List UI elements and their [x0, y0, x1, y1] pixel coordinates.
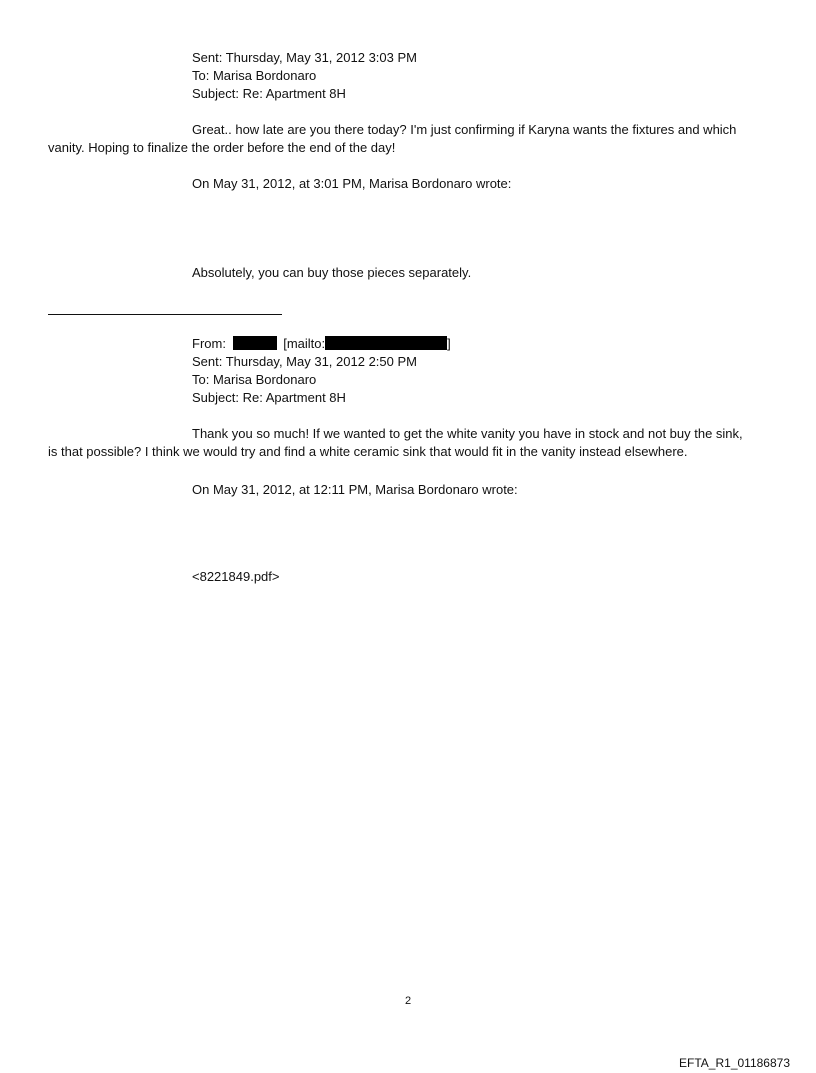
- email-from-line: [192, 335, 451, 353]
- email-body-line: is that possible? I think we would try and find a white ceramic sink that would fit in the vanity instead elsewhere.: [48, 444, 688, 459]
- separator-rule: [48, 314, 282, 315]
- mailto-close: ]: [447, 336, 451, 351]
- email-body-line: Thank you so much! If we wanted to get the white vanity you have in stock and not buy the sink,: [192, 426, 743, 441]
- email-body-line: vanity. Hoping to finalize the order before the end of the day!: [48, 140, 396, 155]
- email-subject-line: Subject: Re: Apartment 8H: [192, 390, 346, 405]
- email-subject-line: Subject: Re: Apartment 8H: [192, 86, 346, 101]
- email-to-line: To: Marisa Bordonaro: [192, 372, 317, 387]
- redaction-box: [233, 336, 277, 350]
- email-body-line: Great.. how late are you there today? I'm just confirming if Karyna wants the fixtures and which: [192, 122, 737, 137]
- email-sent-line: Sent: Thursday, May 31, 2012 3:03 PM: [192, 50, 417, 65]
- mailto-label: [mailto:: [283, 336, 326, 351]
- bates-number: EFTA_R1_01186873: [679, 1056, 790, 1070]
- quote-header: On May 31, 2012, at 3:01 PM, Marisa Bordonaro wrote:: [192, 176, 512, 191]
- attachment-name: <8221849.pdf>: [192, 569, 280, 584]
- page-number: 2: [404, 995, 412, 1007]
- redaction-box: [325, 336, 447, 350]
- email-sent-line: Sent: Thursday, May 31, 2012 2:50 PM: [192, 354, 417, 369]
- from-label: From:: [192, 336, 226, 351]
- quote-header: On May 31, 2012, at 12:11 PM, Marisa Bordonaro wrote:: [192, 482, 518, 497]
- email-to-line: To: Marisa Bordonaro: [192, 68, 317, 83]
- quoted-text: Absolutely, you can buy those pieces separately.: [192, 265, 472, 280]
